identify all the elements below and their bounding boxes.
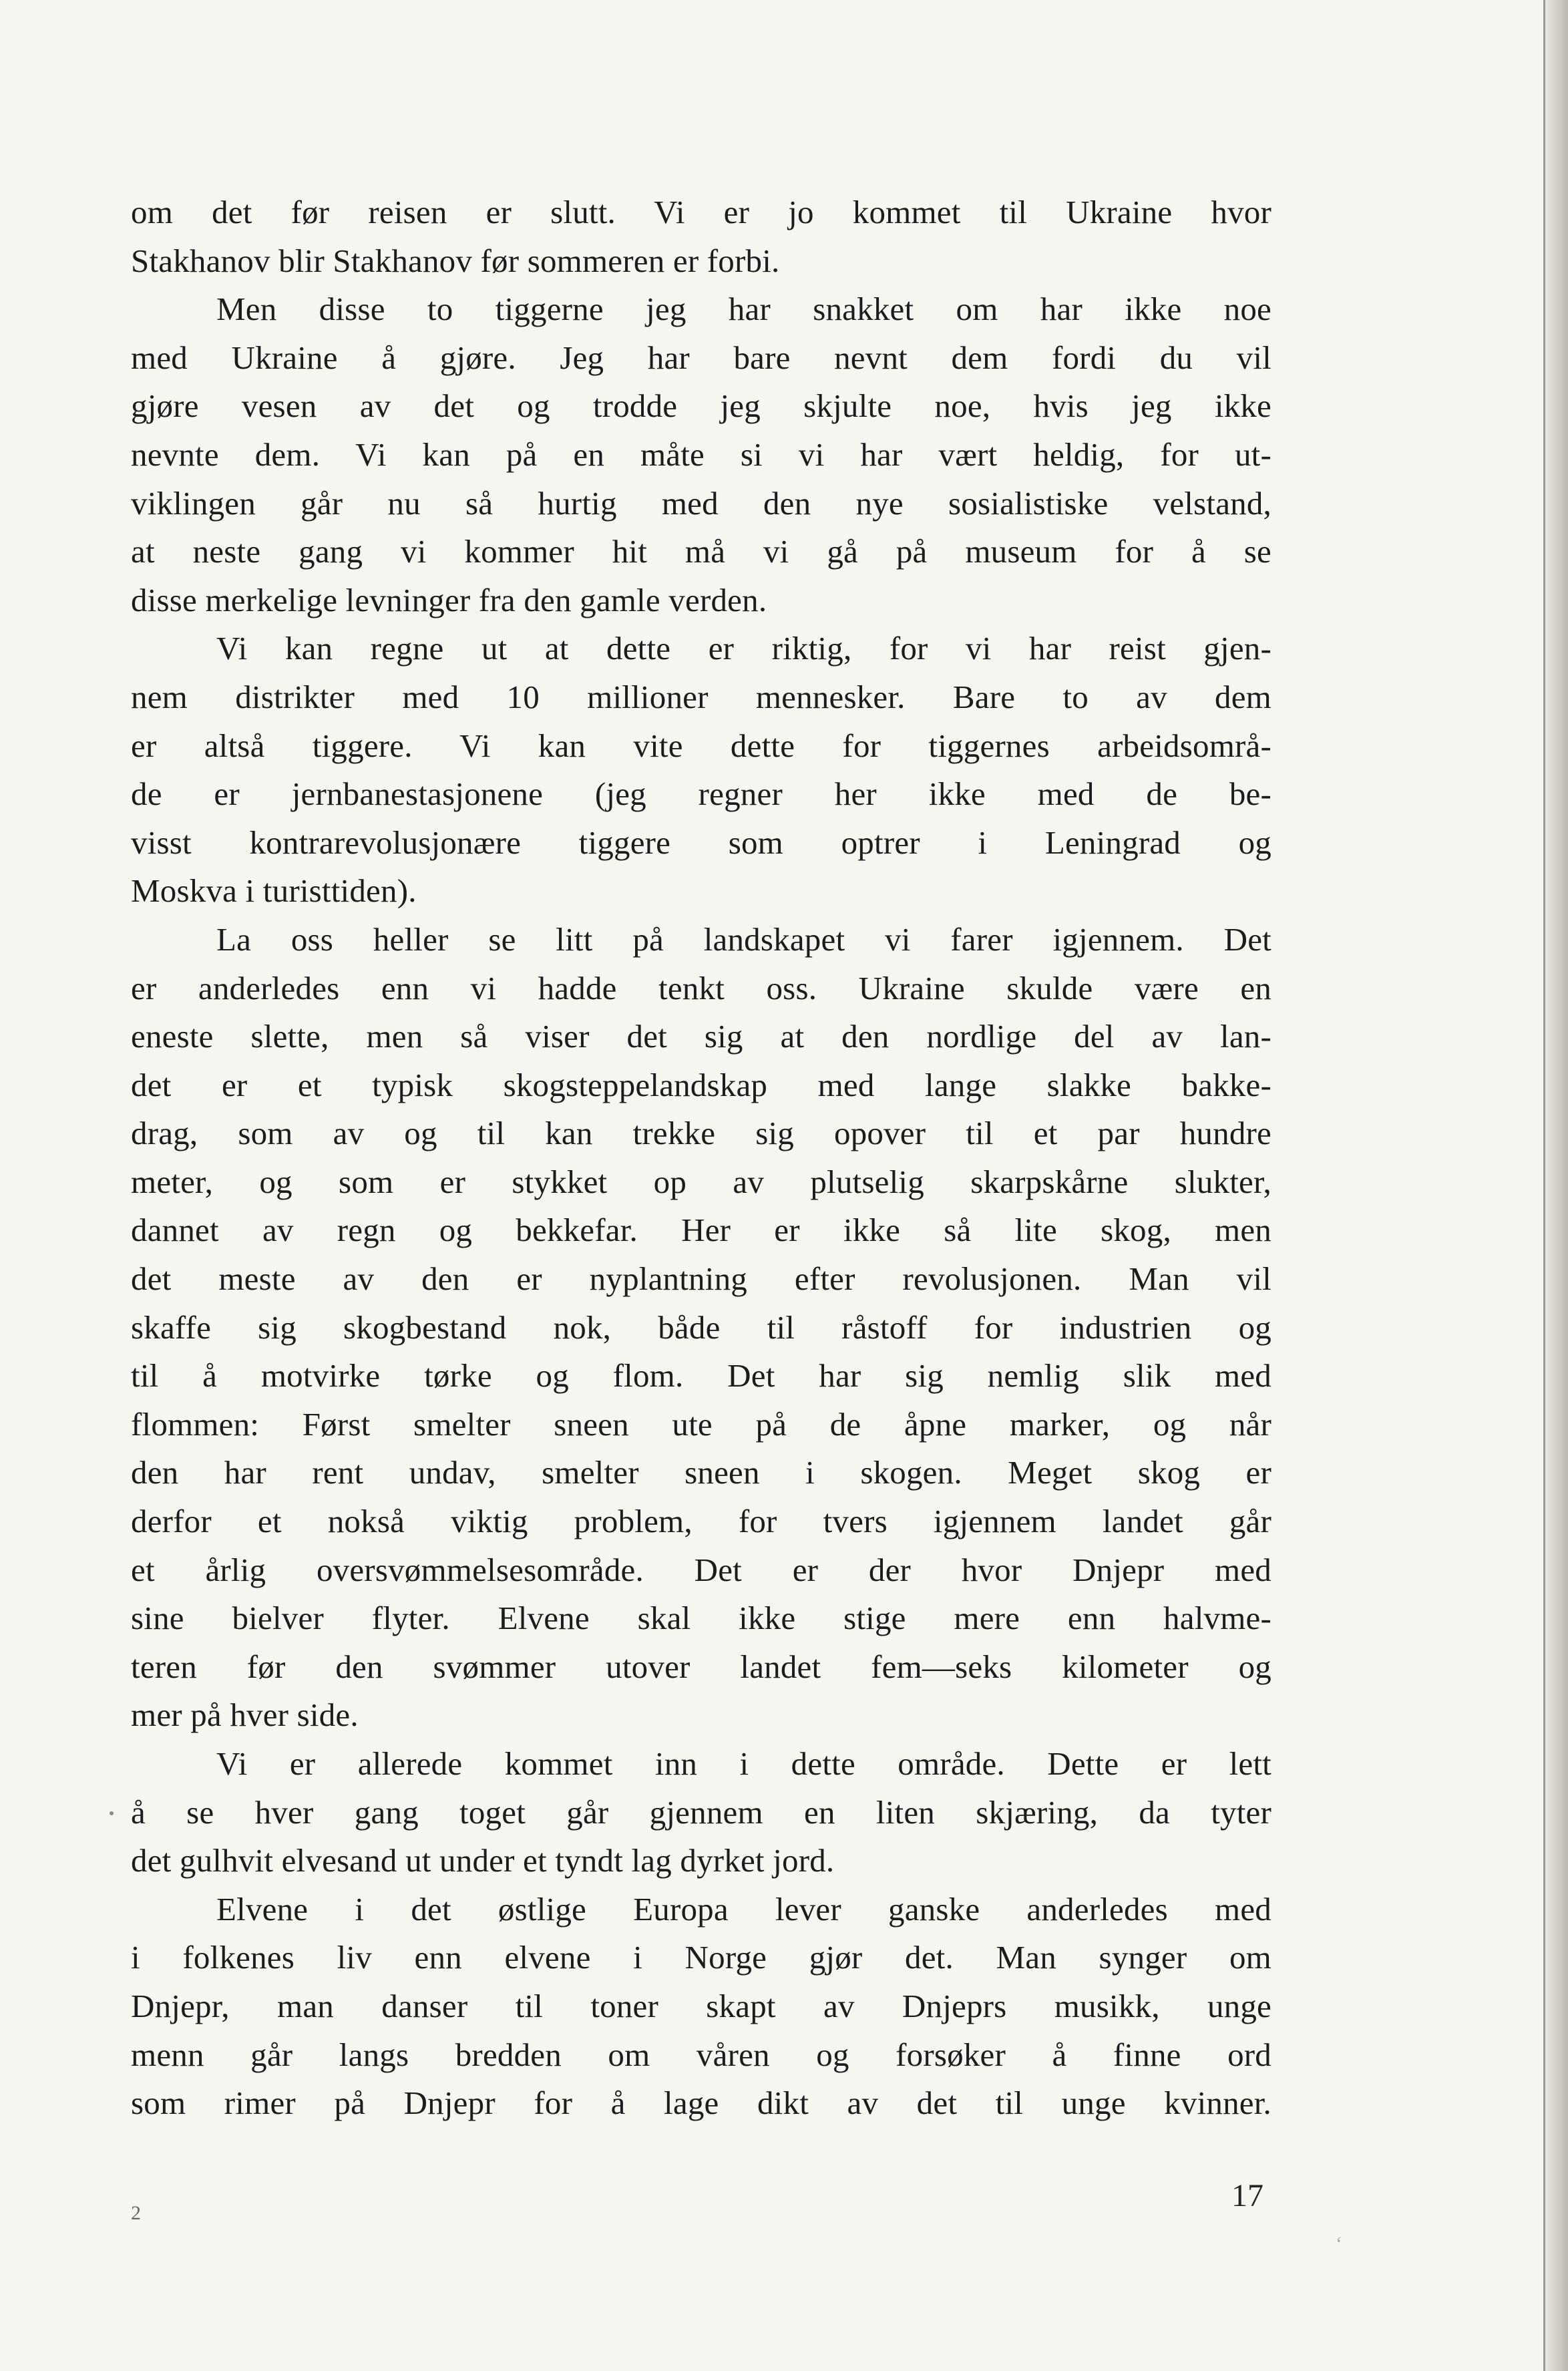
- page-number: 17: [1231, 2178, 1263, 2213]
- text-line: det meste av den er nyplantning efter revolusjonen. Man vil: [131, 1260, 1271, 1298]
- text-line: til å motvirke tørke og flom. Det har sig nemlig slik med: [131, 1357, 1271, 1395]
- text-line: Dnjepr, man danser til toner skapt av Dnjeprs musikk, unge: [131, 1987, 1271, 2024]
- text-line: viklingen går nu så hurtig med den nye sosialistiske velstand,: [131, 484, 1271, 522]
- text-line: i folkenes liv enn elvene i Norge gjør det. Man synger om: [131, 1939, 1271, 1976]
- text-line: er anderledes enn vi hadde tenkt oss. Ukraine skulde være en: [131, 969, 1271, 1007]
- text-line: derfor et nokså viktig problem, for tvers igjennem landet går: [131, 1503, 1271, 1540]
- body-text: [131, 188, 1271, 2128]
- text-line: Stakhanov blir Stakhanov før sommeren er forbi.: [131, 242, 780, 279]
- text-line: er altså tiggere. Vi kan vite dette for tiggernes arbeidsområ-: [131, 727, 1271, 764]
- text-line: gjøre vesen av det og trodde jeg skjulte noe, hvis jeg ikke: [131, 387, 1271, 425]
- text-line: dannet av regn og bekkefar. Her er ikke så lite skog, men: [131, 1212, 1271, 1249]
- text-line: eneste slette, men så viser det sig at den nordlige del av lan-: [131, 1018, 1271, 1055]
- text-line: skaffe sig skogbestand nok, både til råstoff for industrien og: [131, 1308, 1271, 1346]
- scan-speck: ‘: [1336, 2233, 1342, 2255]
- text-line: at neste gang vi kommer hit må vi gå på museum for å se: [131, 533, 1271, 570]
- text-line: flommen: Først smelter sneen ute på de åpne marker, og når: [131, 1405, 1271, 1443]
- text-line: drag, som av og til kan trekke sig opover til et par hundre: [131, 1115, 1271, 1152]
- text-line: som rimer på Dnjepr for å lage dikt av det til unge kvinner.: [131, 2084, 1271, 2122]
- text-line: sine bielver flyter. Elvene skal ikke stige mere enn halvme-: [131, 1600, 1271, 1637]
- text-line: de er jernbanestasjonene (jeg regner her ikke med de be-: [131, 775, 1271, 813]
- margin-speck: [110, 1811, 114, 1815]
- text-line: Men disse to tiggerne jeg har snakket om har ikke noe: [216, 291, 1271, 328]
- text-line: nevnte dem. Vi kan på en måte si vi har vært heldig, for ut-: [131, 435, 1271, 473]
- text-line: mer på hver side.: [131, 1696, 359, 1734]
- text-line: meter, og som er stykket op av plutselig skarpskårne slukter,: [131, 1163, 1271, 1200]
- text-line: Elvene i det østlige Europa lever ganske anderledes med: [216, 1890, 1271, 1928]
- text-line: det er et typisk skogsteppelandskap med lange slakke bakke-: [131, 1066, 1271, 1103]
- text-line: med Ukraine å gjøre. Jeg har bare nevnt dem fordi du vil: [131, 339, 1271, 376]
- text-line: det gulhvit elvesand ut under et tyndt lag dyrket jord.: [131, 1842, 835, 1879]
- text-line: om det før reisen er slutt. Vi er jo kommet til Ukraine hvor: [131, 194, 1271, 230]
- text-line: disse merkelige levninger fra den gamle verden.: [131, 581, 767, 618]
- text-line: nem distrikter med 10 millioner mennesker. Bare to av dem: [131, 678, 1271, 715]
- text-line: et årlig oversvømmelsesområde. Det er der hvor Dnjepr med: [131, 1551, 1271, 1588]
- text-line: Vi kan regne ut at dette er riktig, for vi har reist gjen-: [216, 630, 1271, 667]
- text-line: den har rent undav, smelter sneen i skogen. Meget skog er: [131, 1454, 1271, 1491]
- text-line: Vi er allerede kommet inn i dette område. Dette er lett: [216, 1745, 1271, 1782]
- text-line: å se hver gang toget går gjennem en liten skjæring, da tyter: [131, 1793, 1271, 1831]
- text-line: Moskva i turisttiden).: [131, 872, 417, 910]
- text-line: teren før den svømmer utover landet fem—seks kilometer og: [131, 1648, 1271, 1685]
- page-edge-shadow: [1545, 0, 1568, 2371]
- signature-mark: 2: [131, 2202, 141, 2224]
- text-line: La oss heller se litt på landskapet vi farer igjennem. Det: [216, 920, 1271, 958]
- text-line: menn går langs bredden om våren og forsøker å finne ord: [131, 2036, 1271, 2073]
- text-line: visst kontrarevolusjonære tiggere som optrer i Leningrad og: [131, 824, 1271, 861]
